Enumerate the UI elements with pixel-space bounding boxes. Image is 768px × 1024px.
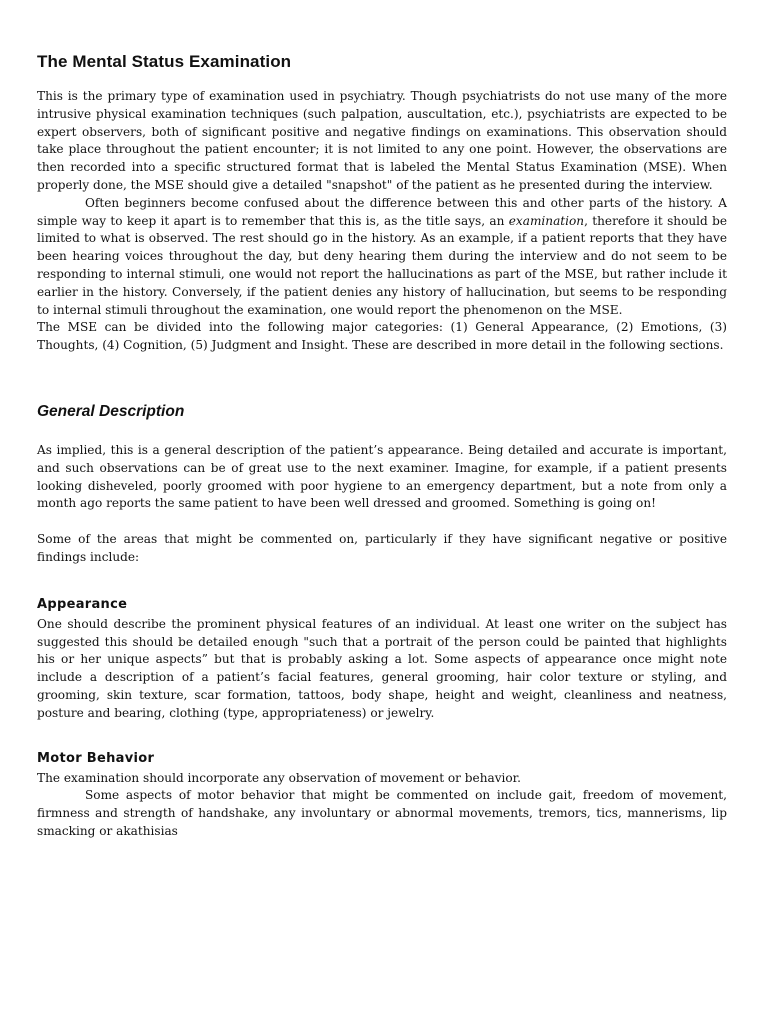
intro-paragraph-2-part-b: , therefore it should be limited to what is observed. The rest should go in the history. As an example, if a patient reports that they have been hearing voices throughout the day, but deny hearing them during the interview and do not seem to be responding to internal stimuli, one would not report the hallucinations as part of the MSE, but rather include it earlier in the history. Conversely, if the patient denies any history of hallucination, but seems to be responding to internal stimuli throughout the examination, one would report the phenomenon on the MSE. [37,213,727,317]
intro-paragraph-1: This is the primary type of examination used in psychiatry. Though psychiatrists do not use many of the more intrusive physical examination techniques (such palpation, auscultation, etc.), psychiatrists are expected to be expert observers, both of significant positive and negative findings on examinations. This observation should take place throughout the patient encounter; it is not limited to any one point. However, the observations are then recorded into a specific structured format that is labeled the Mental Status Examination (MSE). When properly done, the MSE should give a detailed "snapshot" of the patient as he presented during the interview. [37,89,727,192]
page-title: The Mental Status Examination [37,52,292,71]
intro-paragraph-2-part-a: Often beginners become confused about the difference between this and other parts of the history. A simple way to keep it apart is to remember that this is, as the title says, an [37,195,727,228]
motor-behavior-paragraph-2: Some aspects of motor behavior that might be commented on include gait, freedom of movement, firmness and strength of handshake, any involuntary or abnormal movements, tremors, tics, mannerisms, lip smacking or akathisias [37,788,727,838]
subheading-appearance: Appearance [37,596,128,612]
subheading-motor-behavior: Motor Behavior [37,750,155,766]
section-heading-general-description: General Description [37,402,185,420]
appearance-paragraph: One should describe the prominent physical features of an individual. At least one writer on the subject has suggested this should be detailed enough "such that a portrait of the person could be painted that highlights his or her unique aspects” but that is probably asking a lot. Some aspects of appearance once might note include a description of a patient’s facial features, general grooming, hair color texture or styling, and grooming, skin texture, scar formation, tattoos, body shape, height and weight, cleanliness and neatness, posture and bearing, clothing (type, appropriateness) or jewelry. [37,616,727,720]
motor-behavior-paragraph-1: The examination should incorporate any observation of movement or behavior. [37,770,521,785]
general-description-paragraph-1: As implied, this is a general description of the patient’s appearance. Being detailed and accurate is important, and such observations can be of great use to the next examiner. Imagine, for example, if a patient presents looking disheveled, poorly groomed with poor hygiene to an emergency department, but a note from only a month ago reports the same patient to have been well dressed and groomed. Something is going on! [37,442,727,511]
intro-paragraph-3: The MSE can be divided into the following major categories: (1) General Appearance, (2) Emotions, (3) Thoughts, (4) Cognition, (5) Judgment and Insight. These are described in more detail in the following sections. [37,320,727,353]
document-page [37,52,727,841]
intro-paragraph-2 [37,195,727,320]
general-description-paragraph-2: Some of the areas that might be commented on, particularly if they have significant negative or positive findings include: [37,532,727,564]
emphasis-examination: examination [508,213,585,228]
